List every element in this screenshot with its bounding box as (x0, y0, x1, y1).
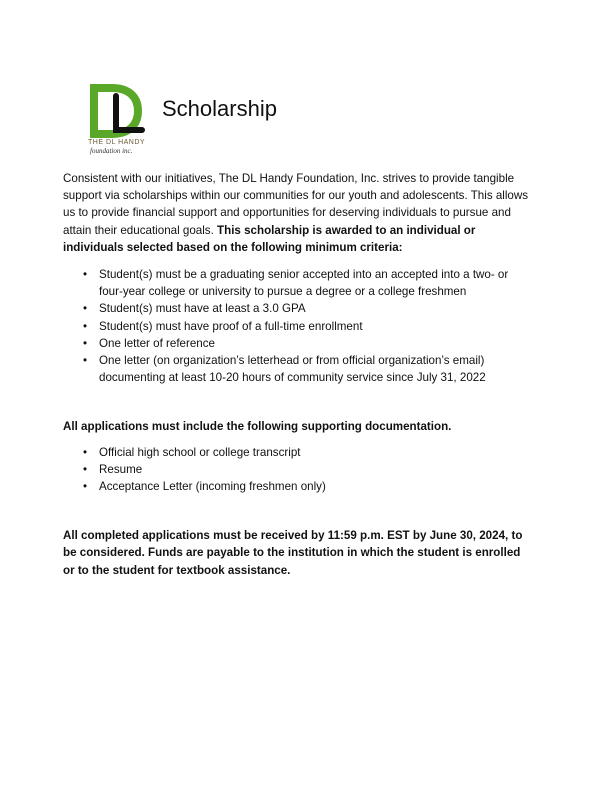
list-item: • One letter of reference (63, 335, 533, 352)
documentation-heading-text: All applications must include the following supporting documentation. (63, 420, 452, 434)
list-item: • Resume (63, 461, 533, 478)
list-item: • Student(s) must have at least a 3.0 GPA (63, 300, 533, 317)
list-item: • Student(s) must be a graduating senior accepted into an accepted into a two- or four-year college or university to pursue a degree or a college freshmen (63, 266, 533, 300)
intro-text: Consistent with our initiatives, The DL Handy Foundation, Inc. strives to provide tangible support via scholarships within our communities for our youth and adolescents. This allows us to provide financial support and opportunities for deserving individuals to pursue and attain their educational goals. (63, 172, 529, 237)
documentation-list (63, 444, 533, 496)
deadline-text: All completed applications must be received by 11:59 p.m. EST by June 30, 2024, to be considered. Funds are payable to the institution in which the student is enrolled or to the student for textbook assistance. (63, 529, 523, 577)
intro-bold-text: This scholarship is awarded to an individual or individuals selected based on the following minimum criteria: (63, 223, 476, 254)
list-item: • Acceptance Letter (incoming freshmen only) (63, 478, 533, 495)
logo-signature: foundation inc. (90, 147, 133, 155)
page-title: Scholarship (162, 96, 277, 121)
intro-paragraph (63, 170, 533, 256)
documentation-heading (63, 418, 533, 435)
criteria-list (63, 266, 533, 386)
document-body (63, 170, 533, 579)
list-item: • One letter (on organization’s letterhead or from official organization’s email) documenting at least 10-20 hours of community service since July 31, 2022 (63, 352, 533, 386)
list-item: • Official high school or college transcript (63, 444, 533, 461)
list-item: • Student(s) must have proof of a full-time enrollment (63, 318, 533, 335)
dl-monogram-icon (86, 82, 164, 142)
logo-caption: THE DL HANDY (88, 139, 146, 146)
deadline-paragraph (63, 527, 533, 579)
